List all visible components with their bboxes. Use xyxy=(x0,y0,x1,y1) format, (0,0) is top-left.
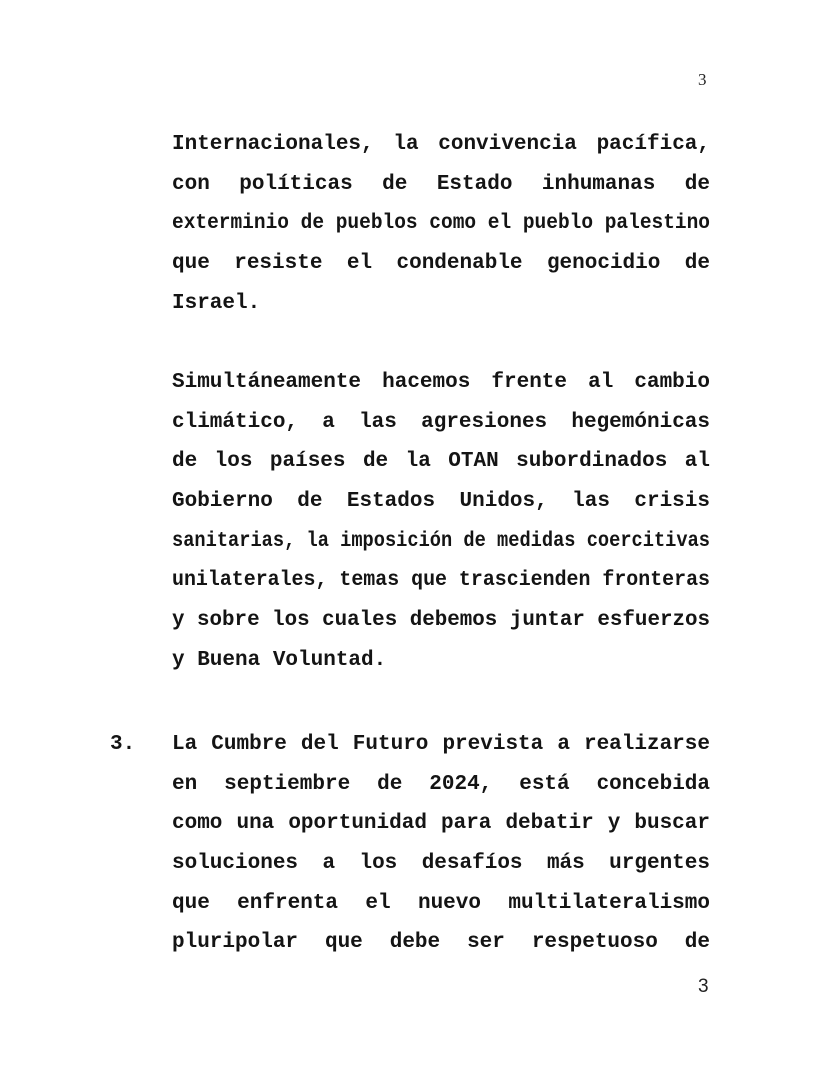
text-line: en septiembre de 2024, está concebida xyxy=(172,772,710,796)
text-line: y sobre los cuales debemos juntar esfuerzos xyxy=(172,609,710,633)
text-line: como una oportunidad para debatir y buscar xyxy=(172,812,710,836)
text-line: de los países de la OTAN subordinados al xyxy=(172,450,710,474)
text-line: Gobierno de Estados Unidos, las crisis xyxy=(172,490,710,514)
text-line: Israel. xyxy=(172,291,261,315)
paragraph-3 xyxy=(110,725,710,963)
text-line: sanitarias, la imposición de medidas coercitivas xyxy=(172,529,710,553)
text-line: Simultáneamente hacemos frente al cambio xyxy=(172,371,710,394)
text-line: soluciones a los desafíos más urgentes xyxy=(172,852,710,876)
page-number-footer: 3 xyxy=(698,976,709,997)
text-line: y Buena Voluntad. xyxy=(172,648,387,672)
paragraph-1 xyxy=(172,125,710,323)
text-line: pluripolar que debe ser respetuoso de xyxy=(172,931,710,955)
list-item-number: 3. xyxy=(110,733,136,756)
paragraph-2 xyxy=(172,363,710,681)
text-line: climático, a las agresiones hegemónicas xyxy=(172,410,710,434)
text-line: La Cumbre del Futuro prevista a realizarse xyxy=(172,733,710,756)
text-line: que resiste el condenable genocidio de xyxy=(172,252,710,276)
text-line: exterminio de pueblos como el pueblo palestino xyxy=(172,212,710,236)
text-line: unilaterales, temas que trascienden fronteras xyxy=(172,569,710,593)
text-line: con políticas de Estado inhumanas de xyxy=(172,172,710,196)
text-line: que enfrenta el nuevo multilateralismo xyxy=(172,891,710,915)
page-number-header: 3 xyxy=(698,70,707,89)
text-line: Internacionales, la convivencia pacífica, xyxy=(172,133,710,156)
